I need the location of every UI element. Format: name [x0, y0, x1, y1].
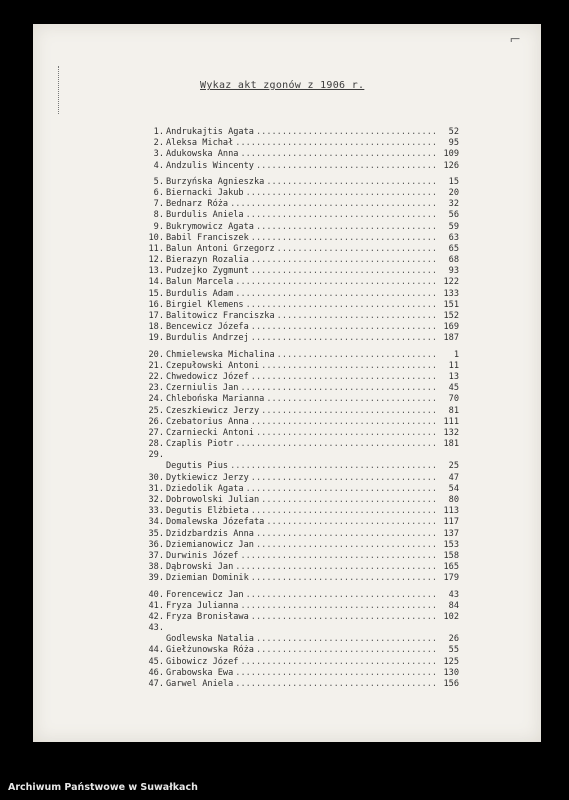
entry-page: 55 [448, 645, 459, 656]
entry-number: 41. [148, 600, 164, 611]
list-item [144, 138, 459, 149]
entry-name: Bencewicz Józefa [166, 322, 249, 333]
list-item [144, 311, 459, 322]
entry-name: Biernacki Jakub [166, 187, 244, 198]
dot-leader [254, 222, 437, 233]
entry-page: 20 [448, 187, 459, 198]
list-item [144, 590, 459, 601]
list-item [144, 350, 459, 361]
dot-leader [249, 233, 437, 244]
list-item [144, 623, 459, 634]
entry-page: 156 [443, 679, 459, 689]
entry-name: Balun Antoni Grzegorz [166, 243, 275, 254]
entry-number: 7. [153, 199, 164, 210]
dot-leader [259, 406, 437, 417]
dot-leader [254, 540, 437, 551]
dot-leader [275, 311, 437, 322]
entry-number: 22. [148, 371, 164, 382]
entry-name: Godlewska Natalia [166, 634, 254, 645]
entry-page: 1 [453, 349, 459, 360]
entry-name: Bukrymowicz Agata [166, 221, 254, 232]
entry-number: 47. [148, 679, 164, 689]
entry-page: 117 [443, 517, 459, 528]
entry-page: 65 [448, 243, 459, 254]
entry-name: Czeszkiewicz Jerzy [166, 405, 260, 416]
dot-leader [238, 601, 437, 612]
entry-number: 37. [148, 550, 164, 561]
entry-page: 25 [448, 461, 459, 472]
list-item [144, 612, 459, 623]
dot-leader [254, 428, 437, 439]
entry-page: 15 [448, 176, 459, 187]
entry-number: 10. [148, 232, 164, 243]
entry-number: 34. [148, 517, 164, 528]
entry-name: Durwinis Józef [166, 550, 239, 561]
list-item [144, 657, 459, 668]
entry-page: 111 [443, 416, 459, 427]
entry-number: 26. [148, 416, 164, 427]
list-item [144, 679, 459, 690]
entry-name: Grabowska Ewa [166, 667, 234, 678]
entry-number: 28. [148, 439, 164, 450]
entry-page: 132 [443, 427, 459, 438]
list-item [144, 289, 459, 300]
dot-leader [249, 255, 437, 266]
entry-name: Giełżunowska Róża [166, 645, 254, 656]
dot-leader [233, 289, 437, 300]
entry-number: 44. [148, 645, 164, 656]
entry-page: 165 [443, 562, 459, 573]
entry-number: 46. [148, 667, 164, 678]
entry-number: 11. [148, 243, 164, 254]
entry-page: 32 [448, 199, 459, 210]
dot-leader [233, 138, 437, 149]
entry-name: Pudzejko Zygmunt [166, 266, 249, 277]
entry-page: 26 [448, 634, 459, 645]
list-item [144, 439, 459, 450]
list-item [144, 127, 459, 138]
list-item [144, 495, 459, 506]
entry-page: 158 [443, 550, 459, 561]
entry-number: 32. [148, 495, 164, 505]
list-item [144, 333, 459, 344]
dot-leader [238, 551, 437, 562]
entry-name: Czerniulis Jan [166, 383, 239, 394]
entry-page: 93 [448, 266, 459, 277]
list-item [144, 222, 459, 233]
dot-leader [238, 383, 437, 394]
dot-leader [233, 277, 437, 288]
document-title: Wykaz akt zgonów z 1906 r. [200, 80, 365, 91]
entry-number: 33. [148, 506, 164, 517]
entry-number: 17. [148, 311, 164, 321]
entry-number: 9. [153, 221, 164, 232]
entry-name: Dytkiewicz Jerzy [166, 472, 249, 483]
entry-page: 102 [443, 611, 459, 622]
entry-page: 137 [443, 528, 459, 539]
entry-name: Burdulis Adam [166, 288, 234, 299]
entry-page: 56 [448, 210, 459, 221]
entry-name: Dobrowolski Julian [166, 495, 260, 505]
entry-name: Dziemianowicz Jan [166, 539, 254, 550]
list-item [144, 233, 459, 244]
entry-number: 12. [148, 255, 164, 266]
entry-number: 18. [148, 322, 164, 333]
entry-number: 25. [148, 405, 164, 416]
entry-number: 5. [153, 176, 164, 187]
entry-name: Andzulis Wincenty [166, 160, 254, 171]
entry-name: Dziemian Dominik [166, 573, 249, 584]
entry-name: Czepułowski Antoni [166, 360, 260, 371]
list-item [144, 383, 459, 394]
entry-number: 3. [153, 149, 164, 160]
entry-number: 19. [148, 333, 164, 344]
entry-page: 59 [448, 221, 459, 232]
entry-name: Gibowicz Józef [166, 656, 239, 667]
entry-name: Chmielewska Michalina [166, 349, 275, 360]
dot-leader [254, 634, 437, 645]
entry-name: Adukowska Anna [166, 149, 239, 160]
dot-leader [233, 562, 437, 573]
entry-page: 81 [448, 405, 459, 416]
dot-leader [249, 417, 437, 428]
entry-page: 54 [448, 483, 459, 494]
entry-number: 31. [148, 483, 164, 494]
entry-name: Chwedowicz Józef [166, 371, 249, 382]
list-item [144, 266, 459, 277]
list-item [144, 406, 459, 417]
entry-number: 45. [148, 656, 164, 667]
entry-page: 126 [443, 160, 459, 171]
entry-page: 181 [443, 439, 459, 450]
entry-number: 14. [148, 277, 164, 288]
entry-name: Domalewska Józefata [166, 517, 265, 528]
dot-leader [249, 333, 437, 344]
list-item [144, 394, 459, 405]
dot-leader [249, 612, 437, 623]
entry-number: 40. [148, 589, 164, 600]
dot-leader [264, 394, 437, 405]
list-item [144, 461, 459, 472]
list-item [144, 300, 459, 311]
entry-number: 27. [148, 427, 164, 438]
dot-leader [244, 590, 437, 601]
dot-leader [259, 361, 437, 372]
entry-number: 20. [148, 349, 164, 360]
list-item [144, 506, 459, 517]
list-item [144, 372, 459, 383]
dot-leader [238, 149, 437, 160]
list-item [144, 361, 459, 372]
entry-name: Fryza Julianna [166, 600, 239, 611]
entry-name: Balun Marcela [166, 277, 234, 288]
dot-leader [249, 573, 437, 584]
entry-number: 29. [148, 450, 164, 461]
dot-leader [228, 461, 437, 472]
dot-leader [244, 188, 437, 199]
archive-footer: Archiwum Państwowe w Suwałkach [8, 782, 198, 793]
entry-number: 30. [148, 472, 164, 483]
entry-page: 151 [443, 299, 459, 310]
entry-name: Babil Franciszek [166, 232, 249, 243]
entry-page: 133 [443, 288, 459, 299]
entry-page: 84 [448, 600, 459, 611]
entry-name: Fryza Bronisława [166, 611, 249, 622]
entry-number: 16. [148, 299, 164, 310]
list-item [144, 473, 459, 484]
list-item [144, 277, 459, 288]
entry-number: 21. [148, 360, 164, 371]
list-item [144, 188, 459, 199]
list-item [144, 255, 459, 266]
entry-number: 36. [148, 539, 164, 550]
dot-leader [264, 177, 437, 188]
entry-number: 15. [148, 288, 164, 299]
entry-page: 47 [448, 472, 459, 483]
dot-leader [275, 350, 437, 361]
entry-page: 70 [448, 394, 459, 405]
corner-pencil-mark: ⌐ [509, 32, 521, 48]
entry-page: 179 [443, 573, 459, 584]
entry-page: 63 [448, 232, 459, 243]
list-item [144, 210, 459, 221]
death-records-list [144, 127, 459, 690]
dot-leader [249, 473, 437, 484]
entry-name: Forencewicz Jan [166, 589, 244, 600]
dot-leader [233, 439, 437, 450]
entry-number: 1. [153, 127, 164, 137]
entry-number: 8. [153, 210, 164, 221]
entry-number: 13. [148, 266, 164, 277]
entry-name: Czebatorius Anna [166, 416, 249, 427]
entry-page: 45 [448, 383, 459, 394]
entry-page: 122 [443, 277, 459, 288]
dot-leader [275, 244, 437, 255]
entry-name: Bednarz Róża [166, 199, 229, 210]
entry-number: 38. [148, 562, 164, 573]
entry-page: 80 [448, 495, 459, 505]
entry-name: Burzyńska Agnieszka [166, 176, 265, 187]
dot-leader [244, 300, 437, 311]
entry-name: Czarniecki Antoni [166, 427, 254, 438]
entry-number: 2. [153, 138, 164, 149]
list-item [144, 484, 459, 495]
dot-leader [233, 679, 437, 690]
entry-name: Chlebońska Marianna [166, 394, 265, 405]
list-item [144, 668, 459, 679]
entry-name: Balitowicz Franciszka [166, 311, 275, 321]
list-item [144, 244, 459, 255]
list-item [144, 634, 459, 645]
entry-page: 95 [448, 138, 459, 149]
dot-leader [244, 210, 437, 221]
list-item [144, 562, 459, 573]
dot-leader [254, 161, 437, 172]
entry-page: 169 [443, 322, 459, 333]
entry-number: 24. [148, 394, 164, 405]
list-item [144, 322, 459, 333]
dot-leader [233, 668, 437, 679]
entry-page: 153 [443, 539, 459, 550]
list-item [144, 601, 459, 612]
dot-leader [264, 517, 437, 528]
entry-name: Bierazyn Rozalia [166, 255, 249, 266]
dot-leader [249, 266, 437, 277]
entry-page: 187 [443, 333, 459, 344]
entry-page: 11 [448, 360, 459, 371]
entry-name: Aleksa Michał [166, 138, 234, 149]
dot-leader [254, 127, 437, 138]
list-item [144, 540, 459, 551]
dot-leader [249, 506, 437, 517]
list-item [144, 450, 459, 461]
dot-leader [249, 372, 437, 383]
list-item [144, 645, 459, 656]
entry-name: Dąbrowski Jan [166, 562, 234, 573]
entry-number: 23. [148, 383, 164, 394]
list-item [144, 161, 459, 172]
entry-name: Degutis Pius [166, 461, 229, 472]
dot-leader [254, 529, 437, 540]
entry-number: 35. [148, 528, 164, 539]
entry-name: Andrukajtis Agata [166, 127, 254, 137]
entry-page: 125 [443, 656, 459, 667]
entry-number: 42. [148, 611, 164, 622]
entry-name: Burdulis Aniela [166, 210, 244, 221]
entry-page: 43 [448, 589, 459, 600]
entry-page: 152 [443, 311, 459, 321]
list-item [144, 417, 459, 428]
entry-page: 68 [448, 255, 459, 266]
entry-name: Garwel Aniela [166, 679, 234, 689]
dot-leader [238, 657, 437, 668]
list-item [144, 177, 459, 188]
entry-number: 6. [153, 187, 164, 198]
entry-name: Burdulis Andrzej [166, 333, 249, 344]
entry-page: 113 [443, 506, 459, 517]
list-item [144, 517, 459, 528]
list-item [144, 573, 459, 584]
entry-page: 13 [448, 371, 459, 382]
list-item [144, 529, 459, 540]
entry-page: 130 [443, 667, 459, 678]
dot-leader [228, 199, 437, 210]
entry-number: 4. [153, 160, 164, 171]
entry-page: 52 [448, 127, 459, 137]
dot-leader [259, 495, 437, 506]
dot-leader [254, 645, 437, 656]
dot-leader [244, 484, 437, 495]
entry-name: Czaplis Piotr [166, 439, 234, 450]
entry-name: Dziedolik Agata [166, 483, 244, 494]
list-item [144, 149, 459, 160]
entry-page: 109 [443, 149, 459, 160]
list-item [144, 199, 459, 210]
entry-name: Degutis Elżbieta [166, 506, 249, 517]
entry-name: Birgiel Klemens [166, 299, 244, 310]
entry-name: Dzidzbardzis Anna [166, 528, 254, 539]
list-item [144, 551, 459, 562]
entry-number: 43. [148, 623, 164, 634]
entry-number: 39. [148, 573, 164, 584]
list-item [144, 428, 459, 439]
margin-punch-marks [58, 66, 62, 114]
dot-leader [249, 322, 437, 333]
